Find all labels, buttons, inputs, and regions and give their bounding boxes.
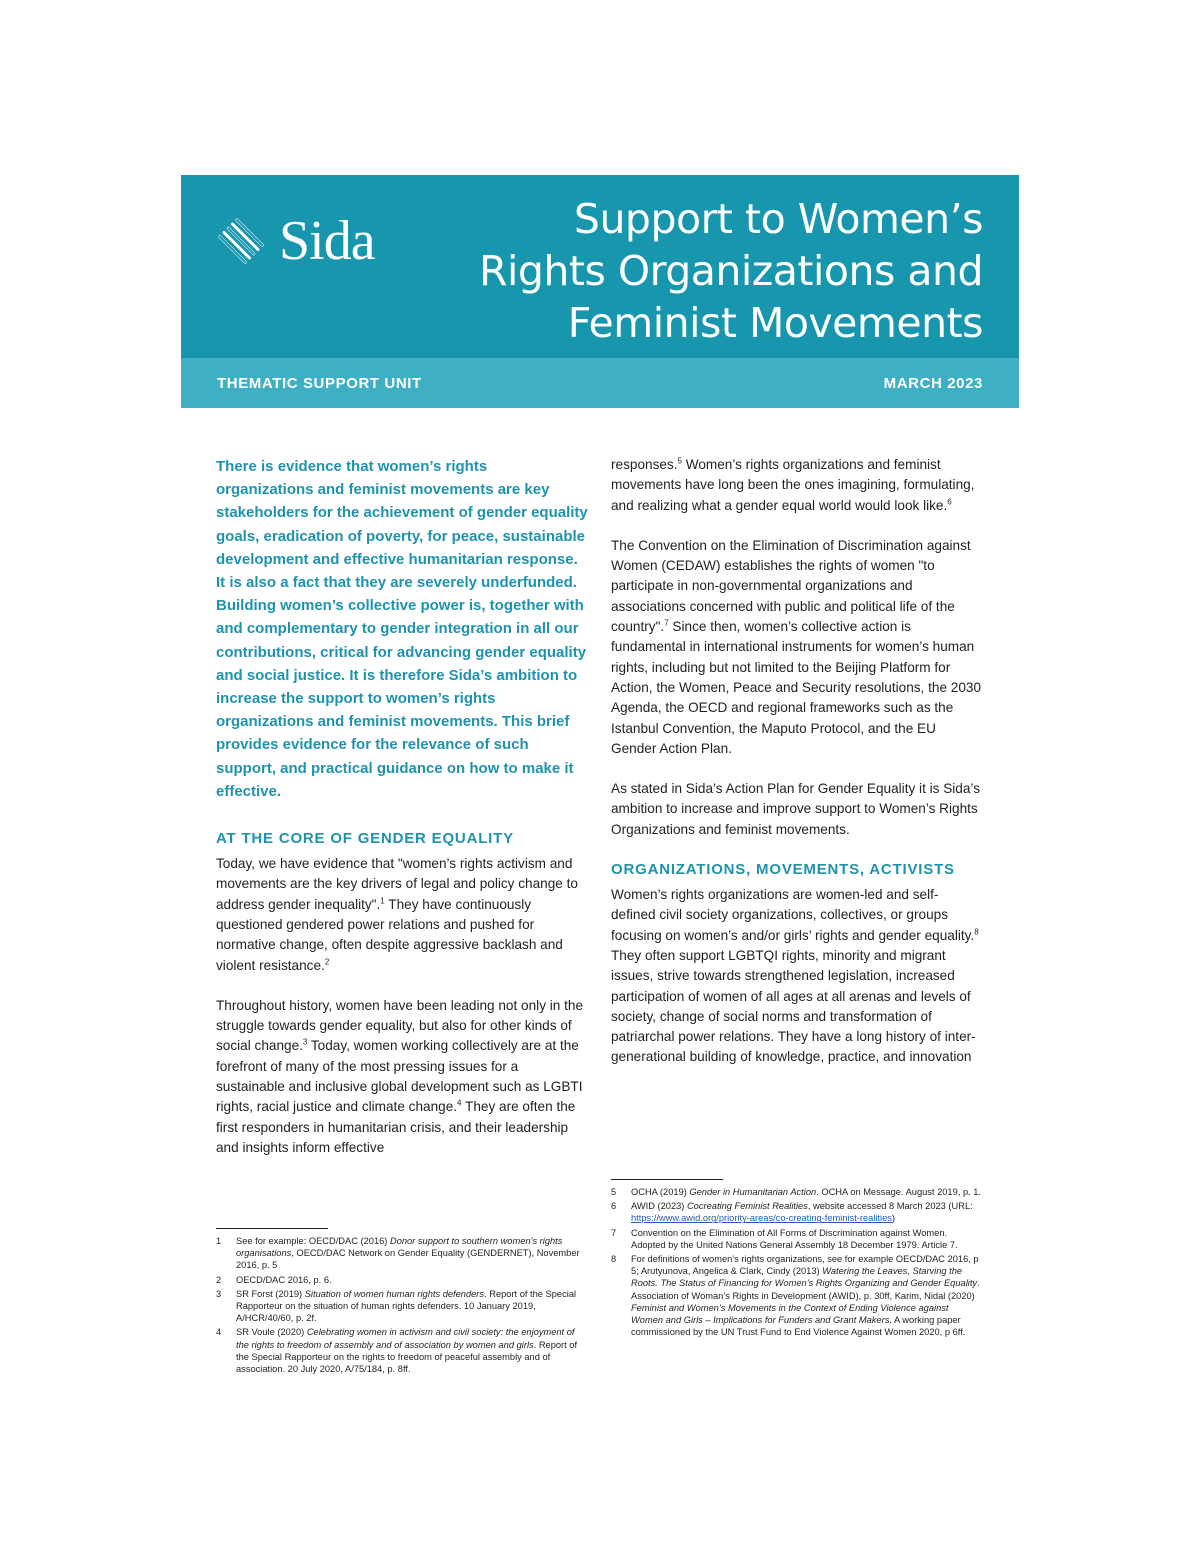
- paragraph: Throughout history, women have been leading not only in the struggle towards gender equality, but also for other kinds of social change.$^3$ Today, women working collectively are at the forefront of many of the most pressing issues for a sustainable and inclusive global development such as LGBTI rights, racial justice and climate change.$^4$ They are often the first responders in humanitarian crisis, and their leadership and insights inform effective: [216, 997, 584, 1155]
- paragraph: As stated in Sida’s Action Plan for Gender Equality it is Sida’s ambition to increase and improve support to Women’s Rights Organizations and feminist movements.: [611, 781, 980, 837]
- footnote: 6 AWID (2023) Cocreating Feminist Realities, website accessed 8 March 2023 (URL: https://www.awid.org/priority-areas/co-creating-feminist-realities): [611, 1201, 973, 1224]
- section-heading-organizations: ORGANIZATIONS, MOVEMENTS, ACTIVISTS: [611, 861, 955, 879]
- unit-label: THEMATIC SUPPORT UNIT: [217, 374, 422, 392]
- footnote: 7 Convention on the Elimination of All Forms of Discrimination against Women. Adopted by the United Nations General Assembly 18 December 1979. Article 7.: [611, 1227, 958, 1250]
- footnote: 2 OECD/DAC 2016, p. 6.: [216, 1274, 332, 1285]
- logo-wordmark: Sida: [279, 210, 375, 272]
- section-heading-gender-equality: AT THE CORE OF GENDER EQUALITY: [216, 830, 514, 848]
- page-title: Support to Women’s Rights Organizations and Feminist Movements: [478, 195, 983, 347]
- footnote-divider: [611, 1179, 723, 1180]
- footnote: 1 See for example: OECD/DAC (2016) Donor support to southern women’s rights organisations, OECD/DAC Network on Gender Equality (GENDERNET), November 2016, p. 5: [216, 1236, 580, 1271]
- sida-logo: [209, 205, 409, 277]
- paragraph: The Convention on the Elimination of Discrimination against Women (CEDAW) establishes the rights of women "to participate in non-governmental organizations and associations concerned with public and political life of the country".$^7$ Since then, women’s collective action is fundamental in international instruments for women’s human rights, including but not limited to the Beijing Platform for Action, the Women, Peace and Security resolutions, the 2030 Agenda, the OECD and regional frameworks such as the Istanbul Convention, the Maputo Protocol, and the EU Gender Action Plan.: [611, 537, 982, 756]
- paragraph: responses.$^5$ Women’s rights organizations and feminist movements have long been the ones imagining, formulating, and realizing what a gender equal world would look like.$^6$: [611, 456, 975, 513]
- header-banner: [181, 175, 1019, 408]
- footnote: 3 SR Forst (2019) Situation of women human rights defenders. Report of the Special Rapporteur on the situation of human rights defenders. 10 January 2019, A/HCR/40/60, p. 2f.: [216, 1288, 577, 1324]
- right-column: [611, 455, 983, 1088]
- paragraph: Today, we have evidence that "women’s rights activism and movements are the key drivers of legal and policy change to address gender inequality".$^1$ They have continuously questioned gendered power relations and pushed for normative change, often despite aggressive backlash and violent resistance.$^2$: [216, 856, 578, 973]
- footnote: 4 SR Voule (2020) Celebrating women in activism and civil society: the enjoyment of the rights to freedom of assembly and of association by women and girls. Report of the Special Rapporteur on the rights to freedom of peaceful assembly and of association. 20 July 2020, A/75/184, p. 8ff.: [216, 1327, 578, 1375]
- lead-paragraph: There is evidence that women’s rights organizations and feminist movements are key stakeholders for the achievement of gender equality goals, eradication of poverty, for peace, sustainable development and effective humanitarian response. It is also a fact that they are severely underfunded. Building women’s collective power is, together with and complementary to gender integration in all our contributions, critical for advancing gender equality and social justice. It is therefore Sida’s ambition to increase the support to women’s rights organizations and feminist movements. This brief provides evidence for the relevance of such support, and practical guidance on how to make it effective.: [216, 458, 588, 800]
- sida-emblem-icon: [209, 209, 273, 273]
- footnote: 5 OCHA (2019) Gender in Humanitarian Action. OCHA on Message. August 2019, p. 1.: [611, 1187, 982, 1197]
- paragraph: Women’s rights organizations are women-led and self-defined civil society organizations, collectives, or groups focusing on women’s and/or girls’ rights and gender equality.$^8$ They often support LGBTQI rights, minority and migrant issues, strive towards strengthened legislation, increased participation of women of all ages at all arenas and levels of society, change of social norms and transformation of patriarchal power relations. They have a long history of inter-generational building of knowledge, practice, and innovation: [611, 887, 979, 1065]
- left-column: [216, 455, 588, 1178]
- header-subbar: [181, 358, 1019, 408]
- right-footnotes: [611, 1179, 983, 1340]
- awid-link[interactable]: https://www.awid.org/priority-areas/co-creating-feminist-realities: [631, 1213, 892, 1224]
- footnote-divider: [216, 1228, 328, 1229]
- left-footnotes: [216, 1228, 588, 1377]
- footnote: 8 For definitions of women’s rights organizations, see for example OECD/DAC 2016, p 5; Arutyunova, Angelica & Clark, Cindy (2013) Watering the Leaves, Starving the Roots. The Status of Financing for Women’s Rights Organizing and Gender Equality. Association of Woman’s Rights in Development (AWID), p. 30ff, Karim, Nidal (2020) Feminist and Women’s Movements in the Context of Ending Violence against Women and Girls – Implications for Funders and Grant Makers. A working paper commissioned by the UN Trust Fund to End Violence Against Women 2020, p 6ff.: [611, 1254, 980, 1338]
- date-label: MARCH 2023: [883, 374, 983, 392]
